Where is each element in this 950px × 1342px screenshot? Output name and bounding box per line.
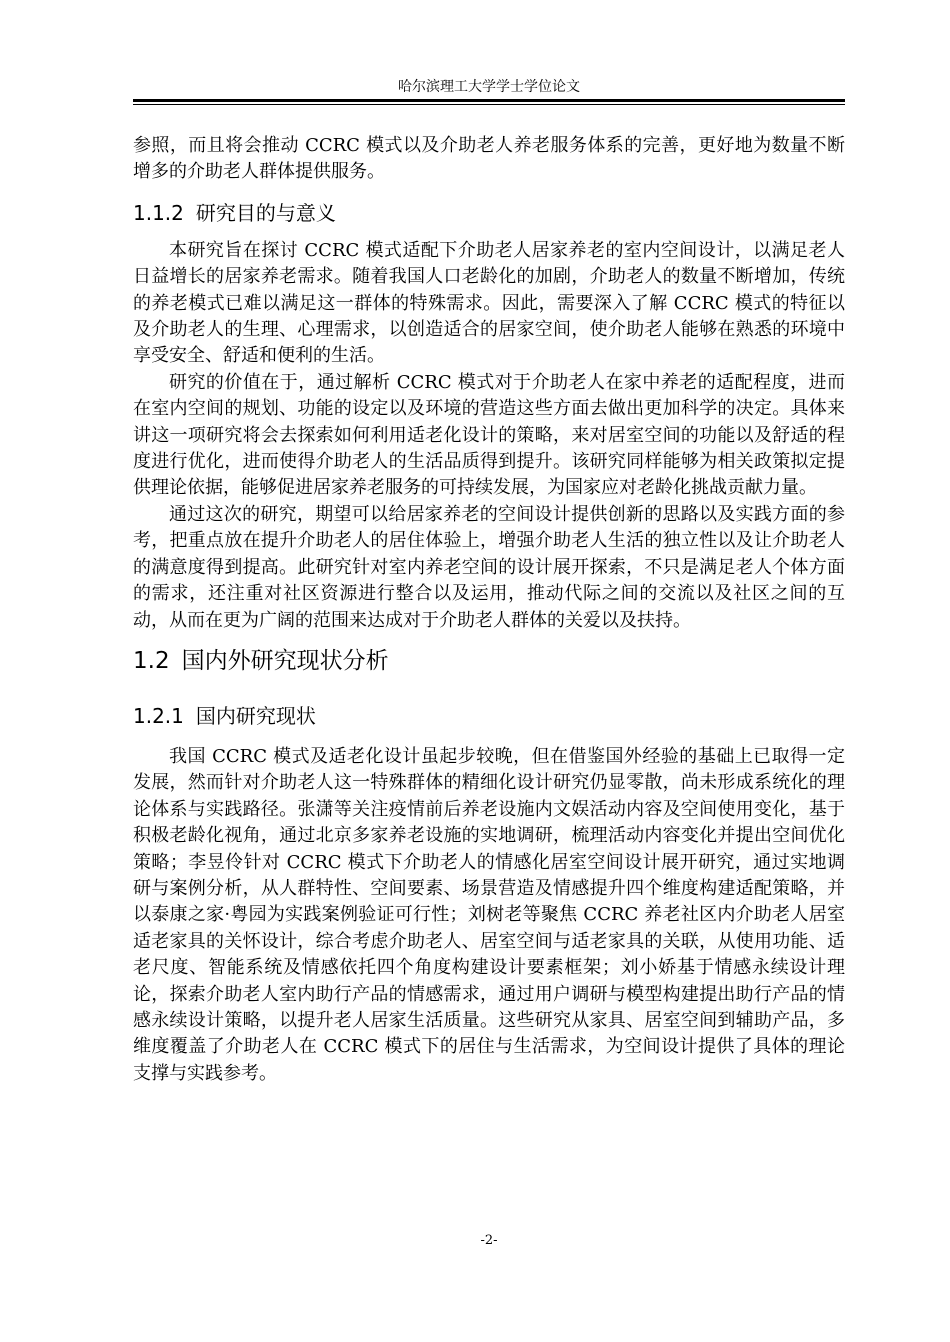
paragraph: 通过这次的研究，期望可以给居家养老的空间设计提供创新的思路以及实践方面的参考，把重点放在提升介助老人的居住体验上，增强介助老人生活的独立性以及让介助老人的满意度得到提高。此研究针对室内养老空间的设计展开探索，不只是满足老人个体方面的需求，还注重对社区资源进行整合以及运用，推动代际之间的交流以及社区之间的互动，从而在更为广阔的范围来达成对于介助老人群体的关爱以及扶持。 [133,503,845,631]
page-number: -2- [480,1233,498,1248]
running-header: 哈尔滨理工大学学士学位论文 [398,79,580,95]
section-number: 1.1.2 [133,200,184,225]
paragraph: 研究的价值在于，通过解析 CCRC 模式对于介助老人在家中养老的适配程度，进而在室内空间的规划、功能的设定以及环境的营造这些方面去做出更加科学的决定。具体来讲这一项研究将会去探索如何利用适老化设计的策略，来对居室空间的功能以及舒适的程度进行优化，进而使得介助老人的生活品质得到提升。该研究同样能够为相关政策拟定提供理论依据，能够促进居家养老服务的可持续发展，为国家应对老龄化挑战贡献力量。 [133,371,845,499]
page-body [133,133,845,1087]
section-heading-1-2-1 [133,698,845,734]
paragraph: 我国 CCRC 模式及适老化设计虽起步较晚，但在借鉴国外经验的基础上已取得一定发展，然而针对介助老人这一特殊群体的精细化设计研究仍显零散，尚未形成系统化的理论体系与实践路径。张潇等关注疫情前后养老设施内文娱活动内容及空间使用变化，基于积极老龄化视角，通过北京多家养老设施的实地调研，梳理活动内容变化并提出空间优化策略；李昱伶针对 CCRC 模式下介助老人的情感化居室空间设计展开研究，通过实地调研与案例分析，从人群特性、空间要素、场景营造及情感提升四个维度构建适配策略，并以泰康之家·粤园为实践案例验证可行性；刘树老等聚焦 CCRC 养老社区内介助老人居室适老家具的关怀设计，综合考虑介助老人、居室空间与适老家具的关联，从使用功能、适老尺度、智能系统及情感依托四个角度构建设计要素框架；刘小娇基于情感永续设计理论，探索介助老人室内助行产品的情感需求，通过用户调研与模型构建提出助行产品的情感永续设计策略，以提升老人居家生活质量。这些研究从家具、居室空间到辅助产品，多维度覆盖了介助老人在 CCRC 模式下的居住与生活需求，为空间设计提供了具体的理论支撑与实践参考。 [133,745,845,1084]
section-number: 1.2.1 [133,703,184,728]
section-number: 1.2 [133,647,170,674]
section-title: 国内研究现状 [195,703,316,728]
header-rule-thin [133,104,845,105]
section-heading-1-1-2 [133,195,845,231]
section-title: 研究目的与意义 [195,200,336,225]
section-heading-1-2 [133,642,845,680]
paragraph: 本研究旨在探讨 CCRC 模式适配下介助老人居家养老的室内空间设计，以满足老人日益增长的居家养老需求。随着我国人口老龄化的加剧，介助老人的数量不断增加，传统的养老模式已难以满足这一群体的特殊需求。因此，需要深入了解 CCRC 模式的特征以及介助老人的生理、心理需求，以创造适合的居家空间，使介助老人能够在熟悉的环境中享受安全、舒适和便利的生活。 [133,239,845,367]
section-title: 国内外研究现状分析 [181,647,389,674]
header-rule [133,99,845,102]
paragraph: 参照，而且将会推动 CCRC 模式以及介助老人养老服务体系的完善，更好地为数量不断增多的介助老人群体提供服务。 [133,135,845,183]
